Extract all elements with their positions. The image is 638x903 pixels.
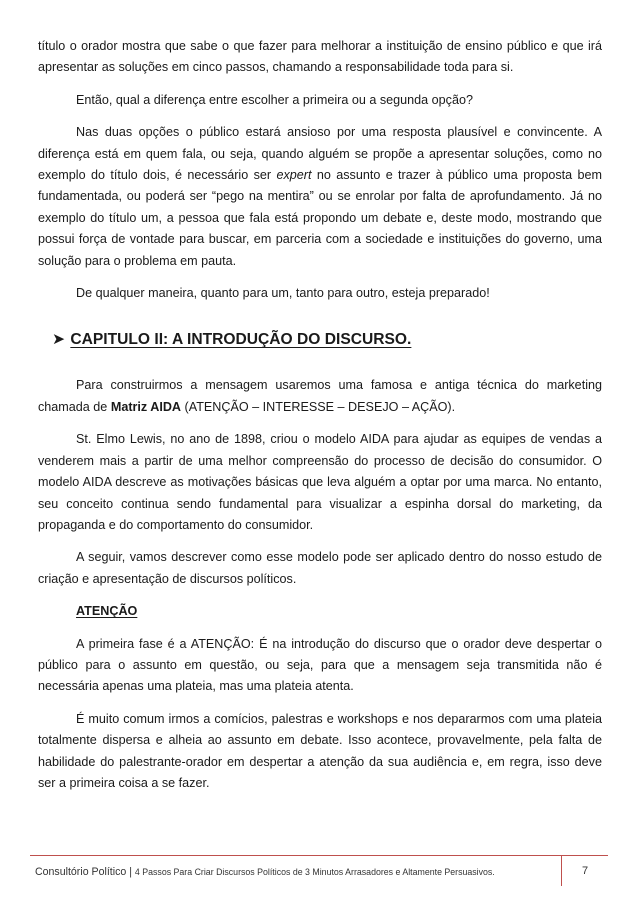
footer-title: Consultório Político (35, 866, 127, 878)
expert-term: expert (276, 168, 312, 183)
paragraph-audience: É muito comum irmos a comícios, palestras e workshops e nos depararmos com uma plateia totalmente dispersa e alheia ao assunto em debate. Isso acontece, provavelmente, pela falta de habilidade do palestrante-orador em despertar a atenção da sua audiência e, em regra, isso deve ser a primeira coisa a se fazer. (38, 711, 602, 790)
paragraph-aida-text-a: Para construirmos a mensagem usaremos uma famosa e antiga técnica do marketing chamada de (38, 378, 602, 414)
paragraph-atencao-phase: A primeira fase é a ATENÇÃO: É na introdução do discurso que o orador deve despertar o público para o assunto em questão, ou seja, para que a mensagem seja transmitida não é necessária apenas uma plateia, mas uma plateia atenta. (38, 636, 602, 694)
footer-text (35, 866, 495, 878)
arrow-bullet-icon: ➤ (52, 331, 66, 349)
section-label-atencao: ATENÇÃO (76, 604, 138, 619)
paragraph-elmo-lewis: St. Elmo Lewis, no ano de 1898, criou o modelo AIDA para ajudar as equipes de vendas a venderem mais a partir de uma melhor compreensão do processo de decisão do consumidor. O modelo AIDA descreve as motivações básicas que leva alguém a optar por uma marca. No entanto, seu conceito continua sendo fundamental para visualizar a espinha dorsal do marketing, da propaganda e do comportamento do consumidor. (38, 432, 602, 532)
section-label-paragraph (38, 601, 602, 622)
paragraph-prepared: De qualquer maneira, quanto para um, tanto para outro, esteja preparado! (76, 286, 490, 301)
paragraph-aida-text-b: (ATENÇÃO – INTERESSE – DESEJO – AÇÃO). (181, 399, 456, 414)
paragraph-options-text-b: no assunto e trazer à público uma proposta bem fundamentada, ou poderá ser “pego na mentira” ou se enrolar por falta de aprofundamento. Já no exemplo do título um, a pessoa que fala está propondo um debate e, deste modo, mostrando que possui força de vontade para buscar, em parceria com a sociedade e instituições do governo, uma solução para o problema em pauta. (38, 168, 602, 268)
matriz-aida-term: Matriz AIDA (110, 399, 182, 414)
paragraph-continuation: título o orador mostra que sabe o que fazer para melhorar a instituição de ensino público e que irá apresentar as soluções em cinco passos, chamando a responsabilidade toda para si. (38, 39, 602, 75)
paragraph-next: A seguir, vamos descrever como esse modelo pode ser aplicado dentro do nosso estudo de criação e apresentação de discursos políticos. (38, 550, 602, 586)
footer-separator: | (126, 866, 135, 878)
page-body (38, 36, 602, 805)
paragraph-options (38, 122, 602, 272)
footer-subtitle: 4 Passos Para Criar Discursos Políticos de 3 Minutos Arrasadores e Altamente Persuasivos. (134, 867, 495, 877)
paragraph-question: Então, qual a diferença entre escolher a primeira ou a segunda opção? (76, 92, 473, 107)
chapter-title: CAPITULO II: A INTRODUÇÃO DO DISCURSO. (70, 331, 412, 349)
paragraph-aida-intro (38, 375, 602, 418)
chapter-heading (52, 329, 602, 351)
page-number: 7 (561, 856, 608, 886)
paragraph-options-text-a: Nas duas opções o público estará ansioso por uma resposta plausível e convincente. A diferença está em quem fala, ou seja, quando alguém se propõe a apresentar soluções, como no exemplo do título dois, é necessário ser (38, 125, 602, 183)
page-footer (30, 855, 608, 886)
